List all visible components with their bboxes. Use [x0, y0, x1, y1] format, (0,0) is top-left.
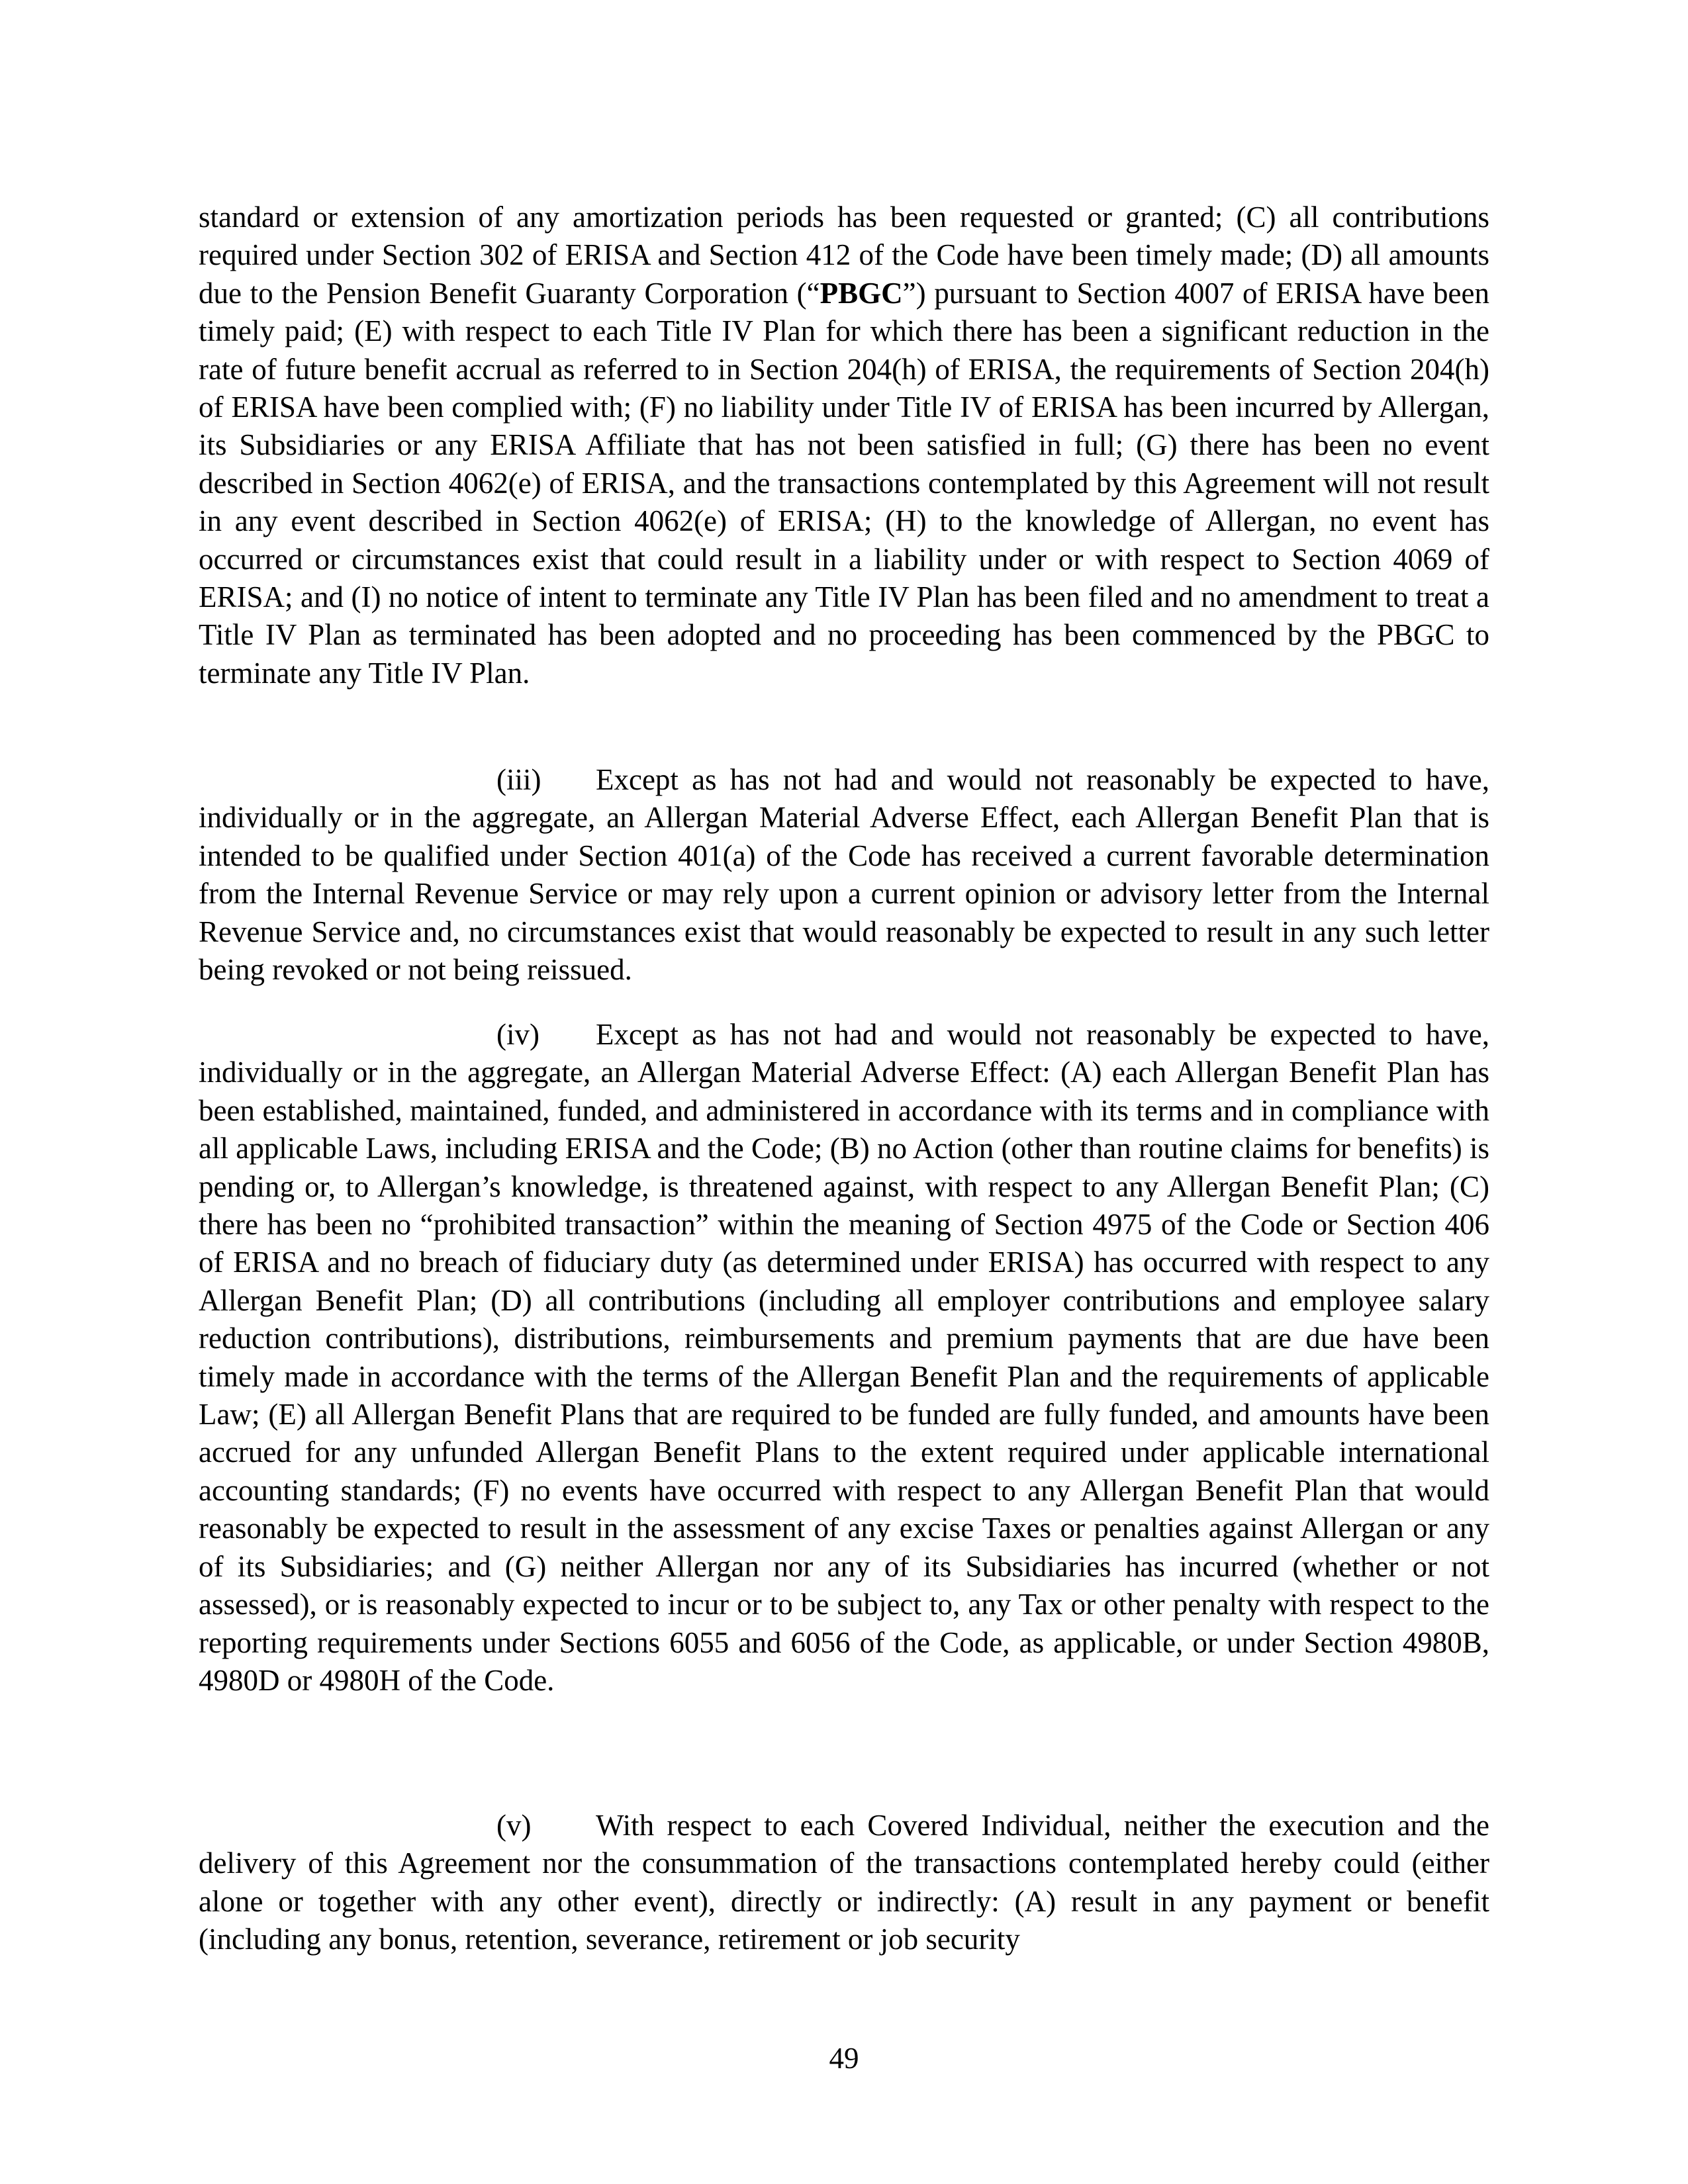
paragraph-iv: [199, 1016, 1489, 1700]
paragraph-v-text: With respect to each Covered Individual, neither the execution and the delivery of this Agreement nor the consummation of the transactions contemplated hereby could (either alone or together with any other event), directly or indirectly: (A) result in any payment or benefit (including any bonus, retention, severance, retirement or job security: [199, 1809, 1489, 1956]
paragraph-iii: [199, 761, 1489, 989]
pbgc-defined-term: PBGC: [820, 276, 903, 310]
paragraph-continuation-text-end: ”) pursuant to Section 4007 of ERISA have been timely paid; (E) with respect to each Title IV Plan for which there has been a significant reduction in the rate of future benefit accrual as referred to in Section 204(h) of ERISA, the requirements of Section 204(h) of ERISA have been complied with; (F) no liability under Title IV of ERISA has been incurred by Allergan, its Subsidiaries or any ERISA Affiliate that has not been satisfied in full; (G) there has been no event described in Section 4062(e) of ERISA, and the transactions contemplated by this Agreement will not result in any event described in Section 4062(e) of ERISA; (H) to the knowledge of Allergan, no event has occurred or circumstances exist that could result in a liability under or with respect to Section 4069 of ERISA; and (I) no notice of intent to terminate any Title IV Plan has been filed and no amendment to treat a Title IV Plan as terminated has been adopted and no proceeding has been commenced by the PBGC to terminate any Title IV Plan.: [199, 276, 1489, 690]
paragraph-continuation: [199, 199, 1489, 692]
clause-number-iv: (iv): [496, 1018, 539, 1051]
page-number: 49: [829, 2042, 859, 2075]
paragraph-v: [199, 1807, 1489, 1959]
clause-number-iii: (iii): [496, 763, 541, 796]
paragraph-continuation-text-start: standard or extension of any amortization periods has been requested or granted; (C) all contributions required under Section 302 of ERISA and Section 412 of the Code have been timely made; (D) all amounts due to the Pension Benefit Guaranty Corporation (“: [199, 201, 1489, 310]
paragraph-iv-text: Except as has not had and would not reasonably be expected to have, individually or in the aggregate, an Allergan Material Adverse Effect: (A) each Allergan Benefit Plan has been established, maintained, funded, and administered in accordance with its terms and in compliance with all applicable Laws, including ERISA and the Code; (B) no Action (other than routine claims for benefits) is pending or, to Allergan’s knowledge, is threatened against, with respect to any Allergan Benefit Plan; (C) there has been no “prohibited transaction” within the meaning of Section 4975 of the Code or Section 406 of ERISA and no breach of fiduciary duty (as determined under ERISA) has occurred with respect to any Allergan Benefit Plan; (D) all contributions (including all employer contributions and employee salary reduction contributions), distributions, reimbursements and premium payments that are due have been timely made in accordance with the terms of the Allergan Benefit Plan and the requirements of applicable Law; (E) all Allergan Benefit Plans that are required to be funded are fully funded, and amounts have been accrued for any unfunded Allergan Benefit Plans to the extent required under applicable international accounting standards; (F) no events have occurred with respect to any Allergan Benefit Plan that would reasonably be expected to result in the assessment of any excise Taxes or penalties against Allergan or any of its Subsidiaries; and (G) neither Allergan nor any of its Subsidiaries has incurred (whether or not assessed), or is reasonably expected to incur or to be subject to, any Tax or other penalty with respect to the reporting requirements under Sections 6055 and 6056 of the Code, as applicable, or under Section 4980B, 4980D or 4980H of the Code.: [199, 1018, 1489, 1697]
paragraph-iii-text: Except as has not had and would not reasonably be expected to have, individually or in the aggregate, an Allergan Material Adverse Effect, each Allergan Benefit Plan that is intended to be qualified under Section 401(a) of the Code has received a current favorable determination from the Internal Revenue Service or may rely upon a current opinion or advisory letter from the Internal Revenue Service and, no circumstances exist that would reasonably be expected to result in any such letter being revoked or not being reissued.: [199, 763, 1489, 987]
clause-number-v: (v): [496, 1809, 532, 1842]
